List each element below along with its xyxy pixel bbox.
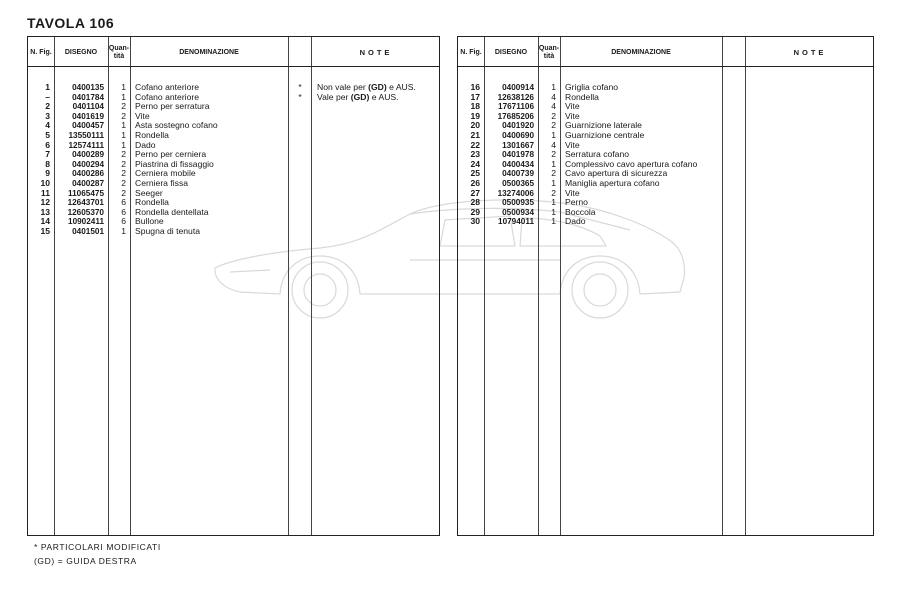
quantity: 2 <box>121 101 126 112</box>
modified-asterisk: * <box>298 91 302 102</box>
fig-number: 28 <box>470 197 480 208</box>
table-row <box>458 179 873 189</box>
part-number: 0400289 <box>72 150 104 160</box>
quantity: 4 <box>551 139 556 150</box>
part-number: 1301667 <box>502 140 534 150</box>
quantity: 1 <box>551 129 556 140</box>
table-row <box>28 93 439 103</box>
description: Rondella <box>135 129 169 140</box>
fig-number: 6 <box>45 139 50 150</box>
part-number: 0400434 <box>502 159 534 169</box>
header-quantita: Quan- tità <box>538 45 560 60</box>
description: Griglia cofano <box>565 82 619 92</box>
header-note: NOTE <box>793 48 827 57</box>
quantity: 1 <box>551 158 556 169</box>
header-note: NOTE <box>359 48 393 57</box>
description: Vite <box>135 110 150 121</box>
part-number: 0500934 <box>502 207 534 217</box>
table-row <box>28 179 439 189</box>
part-number: 0400287 <box>72 178 104 188</box>
quantity: 1 <box>121 139 126 150</box>
quantity: 6 <box>121 216 126 227</box>
fig-number: 26 <box>470 177 480 188</box>
quantity: 4 <box>551 101 556 112</box>
right-rows <box>458 83 873 227</box>
part-number: 0500365 <box>502 178 534 188</box>
part-number: 10794011 <box>498 217 534 227</box>
page-title: TAVOLA 106 <box>27 15 115 31</box>
table-row <box>458 141 873 151</box>
description: Cofano anteriore <box>135 82 200 92</box>
table-row <box>28 227 439 237</box>
description: Spugna di tenuta <box>135 225 200 236</box>
table-row <box>28 208 439 218</box>
description: Cofano anteriore <box>135 91 200 102</box>
footnote-modified-parts: * PARTICOLARI MODIFICATI <box>34 542 161 552</box>
table-row <box>28 198 439 208</box>
part-number: 0400294 <box>72 159 104 169</box>
header-quantita: Quan- tità <box>108 45 130 60</box>
table-row <box>458 208 873 218</box>
fig-number: 20 <box>470 120 480 131</box>
parts-table-right <box>457 36 874 536</box>
table-row <box>28 217 439 227</box>
part-number: 0400739 <box>502 169 534 179</box>
description: Vite <box>565 139 580 150</box>
description: Vite <box>565 101 580 112</box>
quantity: 2 <box>551 168 556 179</box>
part-number: 12643701 <box>67 198 104 208</box>
header-disegno: DISEGNO <box>64 49 98 56</box>
quantity: 1 <box>551 177 556 188</box>
description: Asta sostegno cofano <box>135 120 218 131</box>
part-number: 0401920 <box>502 121 534 131</box>
fig-number: 5 <box>45 129 50 140</box>
part-number: 0401619 <box>72 111 104 121</box>
modified-asterisk: * <box>298 82 302 92</box>
description: Dado <box>565 216 586 227</box>
part-number: 11065475 <box>68 188 104 198</box>
quantity: 2 <box>551 187 556 198</box>
header-fig: N. Fig. <box>460 49 482 56</box>
quantity: 1 <box>121 129 126 140</box>
fig-number: 23 <box>470 149 480 160</box>
part-number: 0401784 <box>72 92 104 102</box>
table-row <box>458 189 873 199</box>
part-number: 10902411 <box>68 217 104 227</box>
table-row <box>458 217 873 227</box>
fig-number: 19 <box>470 110 480 121</box>
table-row <box>458 169 873 179</box>
table-row <box>28 141 439 151</box>
part-number: 0400457 <box>72 121 104 131</box>
fig-number: 3 <box>45 110 50 121</box>
fig-number: 10 <box>40 177 50 188</box>
part-number: 0400135 <box>72 83 104 92</box>
table-row <box>458 83 873 93</box>
fig-number: 8 <box>45 158 50 169</box>
fig-number: 14 <box>40 216 50 227</box>
footnote-gd-legend: (GD) = GUIDA DESTRA <box>34 556 137 566</box>
part-number: 12638126 <box>497 92 534 102</box>
description: Dado <box>135 139 156 150</box>
table-row <box>28 112 439 122</box>
part-number: 0400690 <box>502 130 534 140</box>
quantity: 4 <box>551 91 556 102</box>
fig-number: 27 <box>470 187 480 198</box>
quantity: 6 <box>121 197 126 208</box>
quantity: 2 <box>121 177 126 188</box>
quantity: 1 <box>121 120 126 131</box>
fig-number: 12 <box>40 197 50 208</box>
quantity: 2 <box>121 168 126 179</box>
part-number: 12605370 <box>67 207 104 217</box>
part-number: 13550111 <box>68 130 104 140</box>
description: Guarnizione centrale <box>565 129 645 140</box>
quantity: 6 <box>121 206 126 217</box>
part-number: 0401104 <box>72 102 104 112</box>
quantity: 2 <box>121 158 126 169</box>
header-disegno: DISEGNO <box>494 49 528 56</box>
description: Seeger <box>135 187 163 198</box>
fig-number: 21 <box>470 129 480 140</box>
parts-table-left <box>27 36 440 536</box>
part-number: 0500935 <box>502 198 534 208</box>
left-rows <box>28 83 439 237</box>
quantity: 2 <box>121 110 126 121</box>
fig-number: 1 <box>45 82 50 92</box>
description: Bullone <box>135 216 164 227</box>
table-row <box>458 121 873 131</box>
quantity: 1 <box>551 216 556 227</box>
fig-number: 7 <box>45 149 50 160</box>
fig-number: – <box>45 91 50 102</box>
part-number: 0400286 <box>72 169 104 179</box>
table-row <box>28 189 439 199</box>
fig-number: 29 <box>470 206 480 217</box>
description: Vite <box>565 187 580 198</box>
header-fig: N. Fig. <box>30 49 52 56</box>
description: Vite <box>565 110 580 121</box>
description: Complessivo cavo apertura cofano <box>565 158 698 169</box>
table-row <box>28 131 439 141</box>
note-text: Vale per (GD) e AUS. <box>317 91 399 102</box>
quantity: 1 <box>551 197 556 208</box>
description: Cavo apertura di sicurezza <box>565 168 668 179</box>
quantity: 2 <box>551 110 556 121</box>
part-number: 0401501 <box>72 226 104 236</box>
fig-number: 18 <box>470 101 480 112</box>
description: Guarnizione laterale <box>565 120 642 131</box>
header-denominazione: DENOMINAZIONE <box>611 49 671 56</box>
description: Rondella dentellata <box>135 206 209 217</box>
fig-number: 4 <box>45 120 50 131</box>
fig-number: 15 <box>40 225 50 236</box>
fig-number: 25 <box>470 168 480 179</box>
description: Maniglia apertura cofano <box>565 177 660 188</box>
fig-number: 22 <box>470 139 480 150</box>
table-row <box>28 150 439 160</box>
part-number: 0400914 <box>502 83 534 92</box>
part-number: 17685206 <box>497 111 534 121</box>
description: Perno <box>565 197 588 208</box>
fig-number: 30 <box>470 216 480 227</box>
table-row <box>458 93 873 103</box>
quantity: 1 <box>121 82 126 92</box>
quantity: 2 <box>121 149 126 160</box>
header-denominazione: DENOMINAZIONE <box>179 49 239 56</box>
table-row <box>458 198 873 208</box>
description: Rondella <box>565 91 599 102</box>
quantity: 1 <box>121 225 126 236</box>
fig-number: 24 <box>470 158 480 169</box>
description: Cerniera fissa <box>135 177 189 188</box>
description: Cerniera mobile <box>135 168 196 179</box>
table-row <box>458 131 873 141</box>
note-text: Non vale per (GD) e AUS. <box>317 82 416 92</box>
quantity: 1 <box>551 206 556 217</box>
description: Boccola <box>565 206 596 217</box>
quantity: 1 <box>551 82 556 92</box>
fig-number: 17 <box>470 91 480 102</box>
description: Perno per cerniera <box>135 149 207 160</box>
fig-number: 16 <box>470 82 480 92</box>
part-number: 12574111 <box>68 140 104 150</box>
description: Piastrina di fissaggio <box>135 158 214 169</box>
quantity: 2 <box>551 120 556 131</box>
table-row <box>28 160 439 170</box>
fig-number: 11 <box>40 187 50 198</box>
description: Rondella <box>135 197 169 208</box>
table-row <box>28 169 439 179</box>
quantity: 2 <box>551 149 556 160</box>
fig-number: 9 <box>45 168 50 179</box>
table-row <box>28 102 439 112</box>
part-number: 0401978 <box>502 150 534 160</box>
quantity: 1 <box>121 91 126 102</box>
part-number: 17671106 <box>498 102 534 112</box>
table-row <box>458 112 873 122</box>
description: Perno per serratura <box>135 101 210 112</box>
table-row <box>28 121 439 131</box>
table-row <box>458 102 873 112</box>
description: Serratura cofano <box>565 149 630 160</box>
part-number: 13274006 <box>497 188 534 198</box>
fig-number: 2 <box>45 101 50 112</box>
fig-number: 13 <box>40 206 50 217</box>
quantity: 2 <box>121 187 126 198</box>
